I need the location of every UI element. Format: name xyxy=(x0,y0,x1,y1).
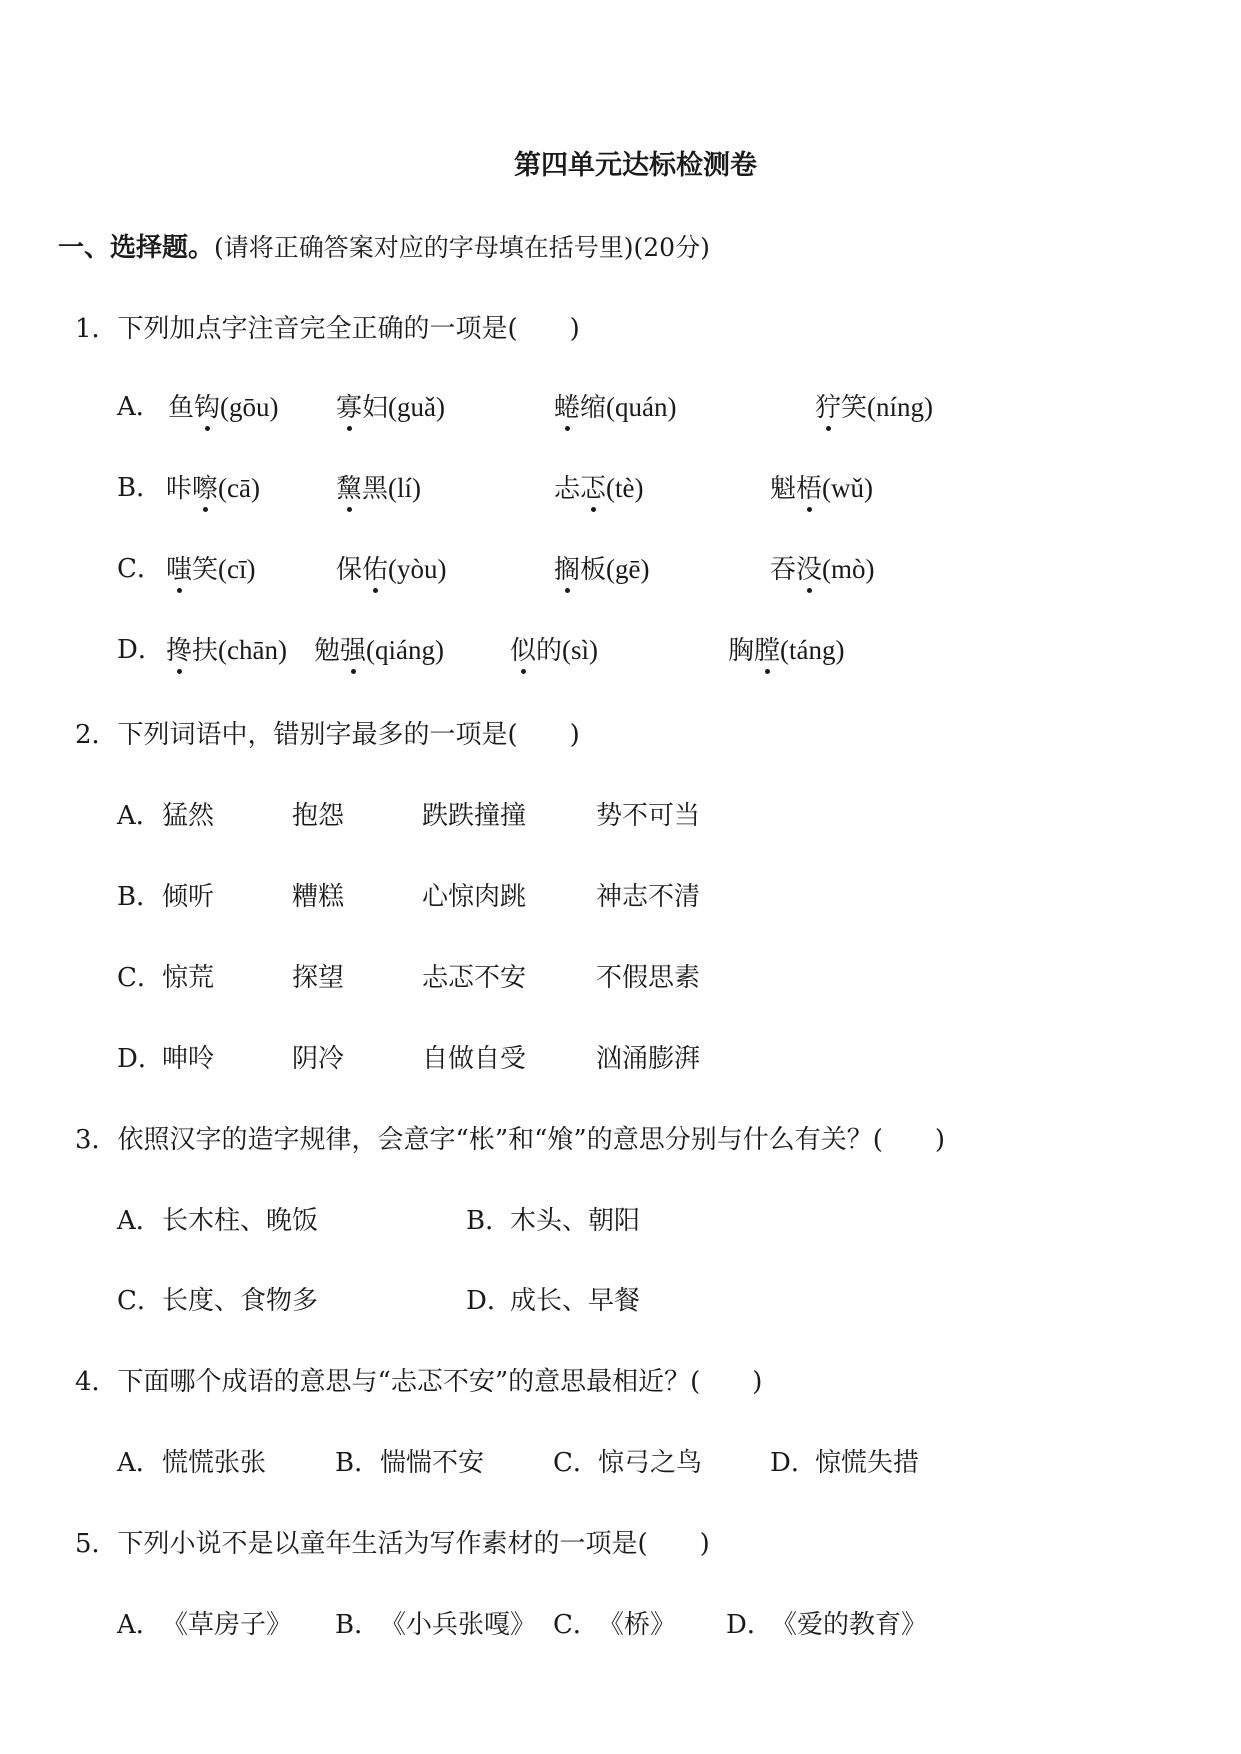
q1-option-b-item-4 xyxy=(770,475,873,502)
question-1-stem: 1．下列加点字注音完全正确的一项是( ) xyxy=(75,314,580,344)
q1-option-b-item-1 xyxy=(166,475,260,502)
q4-option-b-text: 惴惴不安 xyxy=(380,1448,485,1478)
q2-option-a-label: A． xyxy=(117,801,162,831)
q1-option-c-label: C． xyxy=(117,554,163,584)
q5-option-b-label: B． xyxy=(335,1610,381,1640)
q2-option-a-word-1: 猛然 xyxy=(162,801,215,831)
q2-option-c-word-3: 忐忑不安 xyxy=(422,963,527,993)
q3-option-b-text: 木头、朝阳 xyxy=(510,1206,641,1236)
q2-option-b-word-4: 神志不清 xyxy=(596,882,701,912)
q1-option-b-item-2 xyxy=(336,475,421,502)
pinyin: (gōu) xyxy=(220,392,279,422)
plain-char: 笑 xyxy=(841,393,868,423)
pinyin: (wǔ) xyxy=(822,473,874,503)
q1-option-d-item-4 xyxy=(728,637,845,664)
section-heading xyxy=(58,235,710,261)
q1-option-d-item-2 xyxy=(314,637,444,664)
dotted-char: 嚓 xyxy=(192,474,219,504)
q1-option-d-item-1 xyxy=(166,637,287,664)
q2-option-c-word-1: 惊荒 xyxy=(162,963,215,993)
q5-option-b-text: 《小兵张嘎》 xyxy=(380,1610,537,1640)
plain-char: 保 xyxy=(336,555,363,585)
pinyin: (guǎ) xyxy=(388,392,445,422)
dotted-char: 嗤 xyxy=(166,555,193,585)
section-heading-label: 一、选择题。 xyxy=(58,233,215,263)
q2-option-c-word-4: 不假思素 xyxy=(596,963,701,993)
plain-char: 咔 xyxy=(166,474,193,504)
plain-char: 魁 xyxy=(770,474,797,504)
q4-option-c-label: C． xyxy=(553,1448,599,1478)
q2-option-a-word-3: 跌跌撞撞 xyxy=(422,801,527,831)
dotted-char: 钩 xyxy=(194,393,221,423)
q1-option-c-item-4 xyxy=(770,556,875,583)
q1-option-c-item-3 xyxy=(554,556,650,583)
q3-option-c-label: C． xyxy=(117,1286,163,1316)
q1-option-a-item-3 xyxy=(554,394,677,421)
pinyin: (cī) xyxy=(218,554,256,584)
pinyin: (gē) xyxy=(606,554,650,584)
q4-option-d-label: D． xyxy=(770,1448,817,1478)
q1-option-d-item-3 xyxy=(510,637,598,664)
plain-char: 笑 xyxy=(192,555,219,585)
q5-option-d-text: 《爱的教育》 xyxy=(771,1610,928,1640)
dotted-char: 搀 xyxy=(166,636,193,666)
dotted-char: 蜷 xyxy=(554,393,581,423)
q3-option-a-text: 长木柱、晚饭 xyxy=(162,1206,319,1236)
plain-char: 板 xyxy=(580,555,607,585)
pinyin: (yòu) xyxy=(388,554,447,584)
q2-option-b-word-1: 倾听 xyxy=(162,882,215,912)
dotted-char: 忑 xyxy=(580,474,607,504)
dotted-char: 狞 xyxy=(815,393,842,423)
q4-option-d-text: 惊慌失措 xyxy=(815,1448,920,1478)
q1-option-a-item-2 xyxy=(336,394,445,421)
q2-option-c-label: C． xyxy=(117,963,163,993)
q1-option-c-item-2 xyxy=(336,556,447,583)
q3-option-b-label: B． xyxy=(466,1206,512,1236)
pinyin: (mò) xyxy=(822,554,875,584)
q5-option-c-label: C． xyxy=(553,1610,599,1640)
pinyin: (níng) xyxy=(867,392,934,422)
q3-option-c-text: 长度、食物多 xyxy=(162,1286,319,1316)
q2-option-c-word-2: 探望 xyxy=(292,963,345,993)
q1-option-a-item-4 xyxy=(815,394,933,421)
q5-option-c-text: 《桥》 xyxy=(598,1610,677,1640)
q2-option-a-word-2: 抱怨 xyxy=(292,801,345,831)
q2-option-d-word-3: 自做自受 xyxy=(422,1044,527,1074)
question-4-stem: 4．下面哪个成语的意思与“忐忑不安”的意思最相近？( ) xyxy=(75,1367,763,1397)
question-5-stem: 5．下列小说不是以童年生活为写作素材的一项是( ) xyxy=(75,1529,710,1559)
q5-option-a-label: A． xyxy=(117,1610,162,1640)
dotted-char: 膛 xyxy=(754,636,781,666)
dotted-char: 似 xyxy=(510,636,537,666)
q3-option-a-label: A． xyxy=(117,1206,162,1236)
q2-option-b-word-2: 糟糕 xyxy=(292,882,345,912)
q2-option-d-word-2: 阴冷 xyxy=(292,1044,345,1074)
plain-char: 吞 xyxy=(770,555,797,585)
plain-char: 忐 xyxy=(554,474,581,504)
q1-option-a-label: A． xyxy=(117,392,162,422)
plain-char: 黑 xyxy=(362,474,389,504)
plain-char: 缩 xyxy=(580,393,607,423)
section-instruction: (请将正确答案对应的字母填在括号里)(20分) xyxy=(214,233,710,262)
question-3-stem: 3．依照汉字的造字规律，会意字“枨”和“飧”的意思分别与什么有关？( ) xyxy=(75,1125,945,1155)
q1-option-b-item-3 xyxy=(554,475,644,502)
q1-option-b-label: B． xyxy=(117,473,163,503)
dotted-char: 寡 xyxy=(336,393,363,423)
q3-option-d-label: D． xyxy=(466,1286,513,1316)
pinyin: (quán) xyxy=(606,392,677,422)
q4-option-a-label: A． xyxy=(117,1448,162,1478)
plain-char: 鱼 xyxy=(168,393,195,423)
q1-option-c-item-1 xyxy=(166,556,256,583)
dotted-char: 梧 xyxy=(796,474,823,504)
plain-char: 扶 xyxy=(192,636,219,666)
pinyin: (sì) xyxy=(562,635,599,665)
q1-option-d-label: D． xyxy=(117,635,164,665)
plain-char: 妇 xyxy=(362,393,389,423)
pinyin: (lí) xyxy=(388,473,422,503)
q4-option-b-label: B． xyxy=(335,1448,381,1478)
q2-option-a-word-4: 势不可当 xyxy=(596,801,701,831)
q4-option-c-text: 惊弓之鸟 xyxy=(598,1448,703,1478)
pinyin: (táng) xyxy=(780,635,845,665)
page-title: 第四单元达标检测卷 xyxy=(514,150,757,181)
dotted-char: 没 xyxy=(796,555,823,585)
q3-option-d-text: 成长、早餐 xyxy=(510,1286,641,1316)
dotted-char: 黧 xyxy=(336,474,363,504)
q2-option-d-label: D． xyxy=(117,1044,164,1074)
plain-char: 勉 xyxy=(314,636,341,666)
pinyin: (qiáng) xyxy=(366,635,444,665)
question-2-stem: 2．下列词语中，错别字最多的一项是( ) xyxy=(75,720,580,750)
q5-option-a-text: 《草房子》 xyxy=(162,1610,293,1640)
dotted-char: 搁 xyxy=(554,555,581,585)
q4-option-a-text: 慌慌张张 xyxy=(162,1448,267,1478)
plain-char: 胸 xyxy=(728,636,755,666)
pinyin: (chān) xyxy=(218,635,287,665)
dotted-char: 佑 xyxy=(362,555,389,585)
q2-option-d-word-1: 呻呤 xyxy=(162,1044,215,1074)
q2-option-b-label: B． xyxy=(117,882,163,912)
pinyin: (cā) xyxy=(218,473,260,503)
pinyin: (tè) xyxy=(606,473,644,503)
plain-char: 的 xyxy=(536,636,563,666)
q1-option-a-item-1 xyxy=(168,394,279,421)
q5-option-d-label: D． xyxy=(726,1610,773,1640)
dotted-char: 强 xyxy=(340,636,367,666)
q2-option-d-word-4: 汹涌膨湃 xyxy=(596,1044,701,1074)
q2-option-b-word-3: 心惊肉跳 xyxy=(422,882,527,912)
